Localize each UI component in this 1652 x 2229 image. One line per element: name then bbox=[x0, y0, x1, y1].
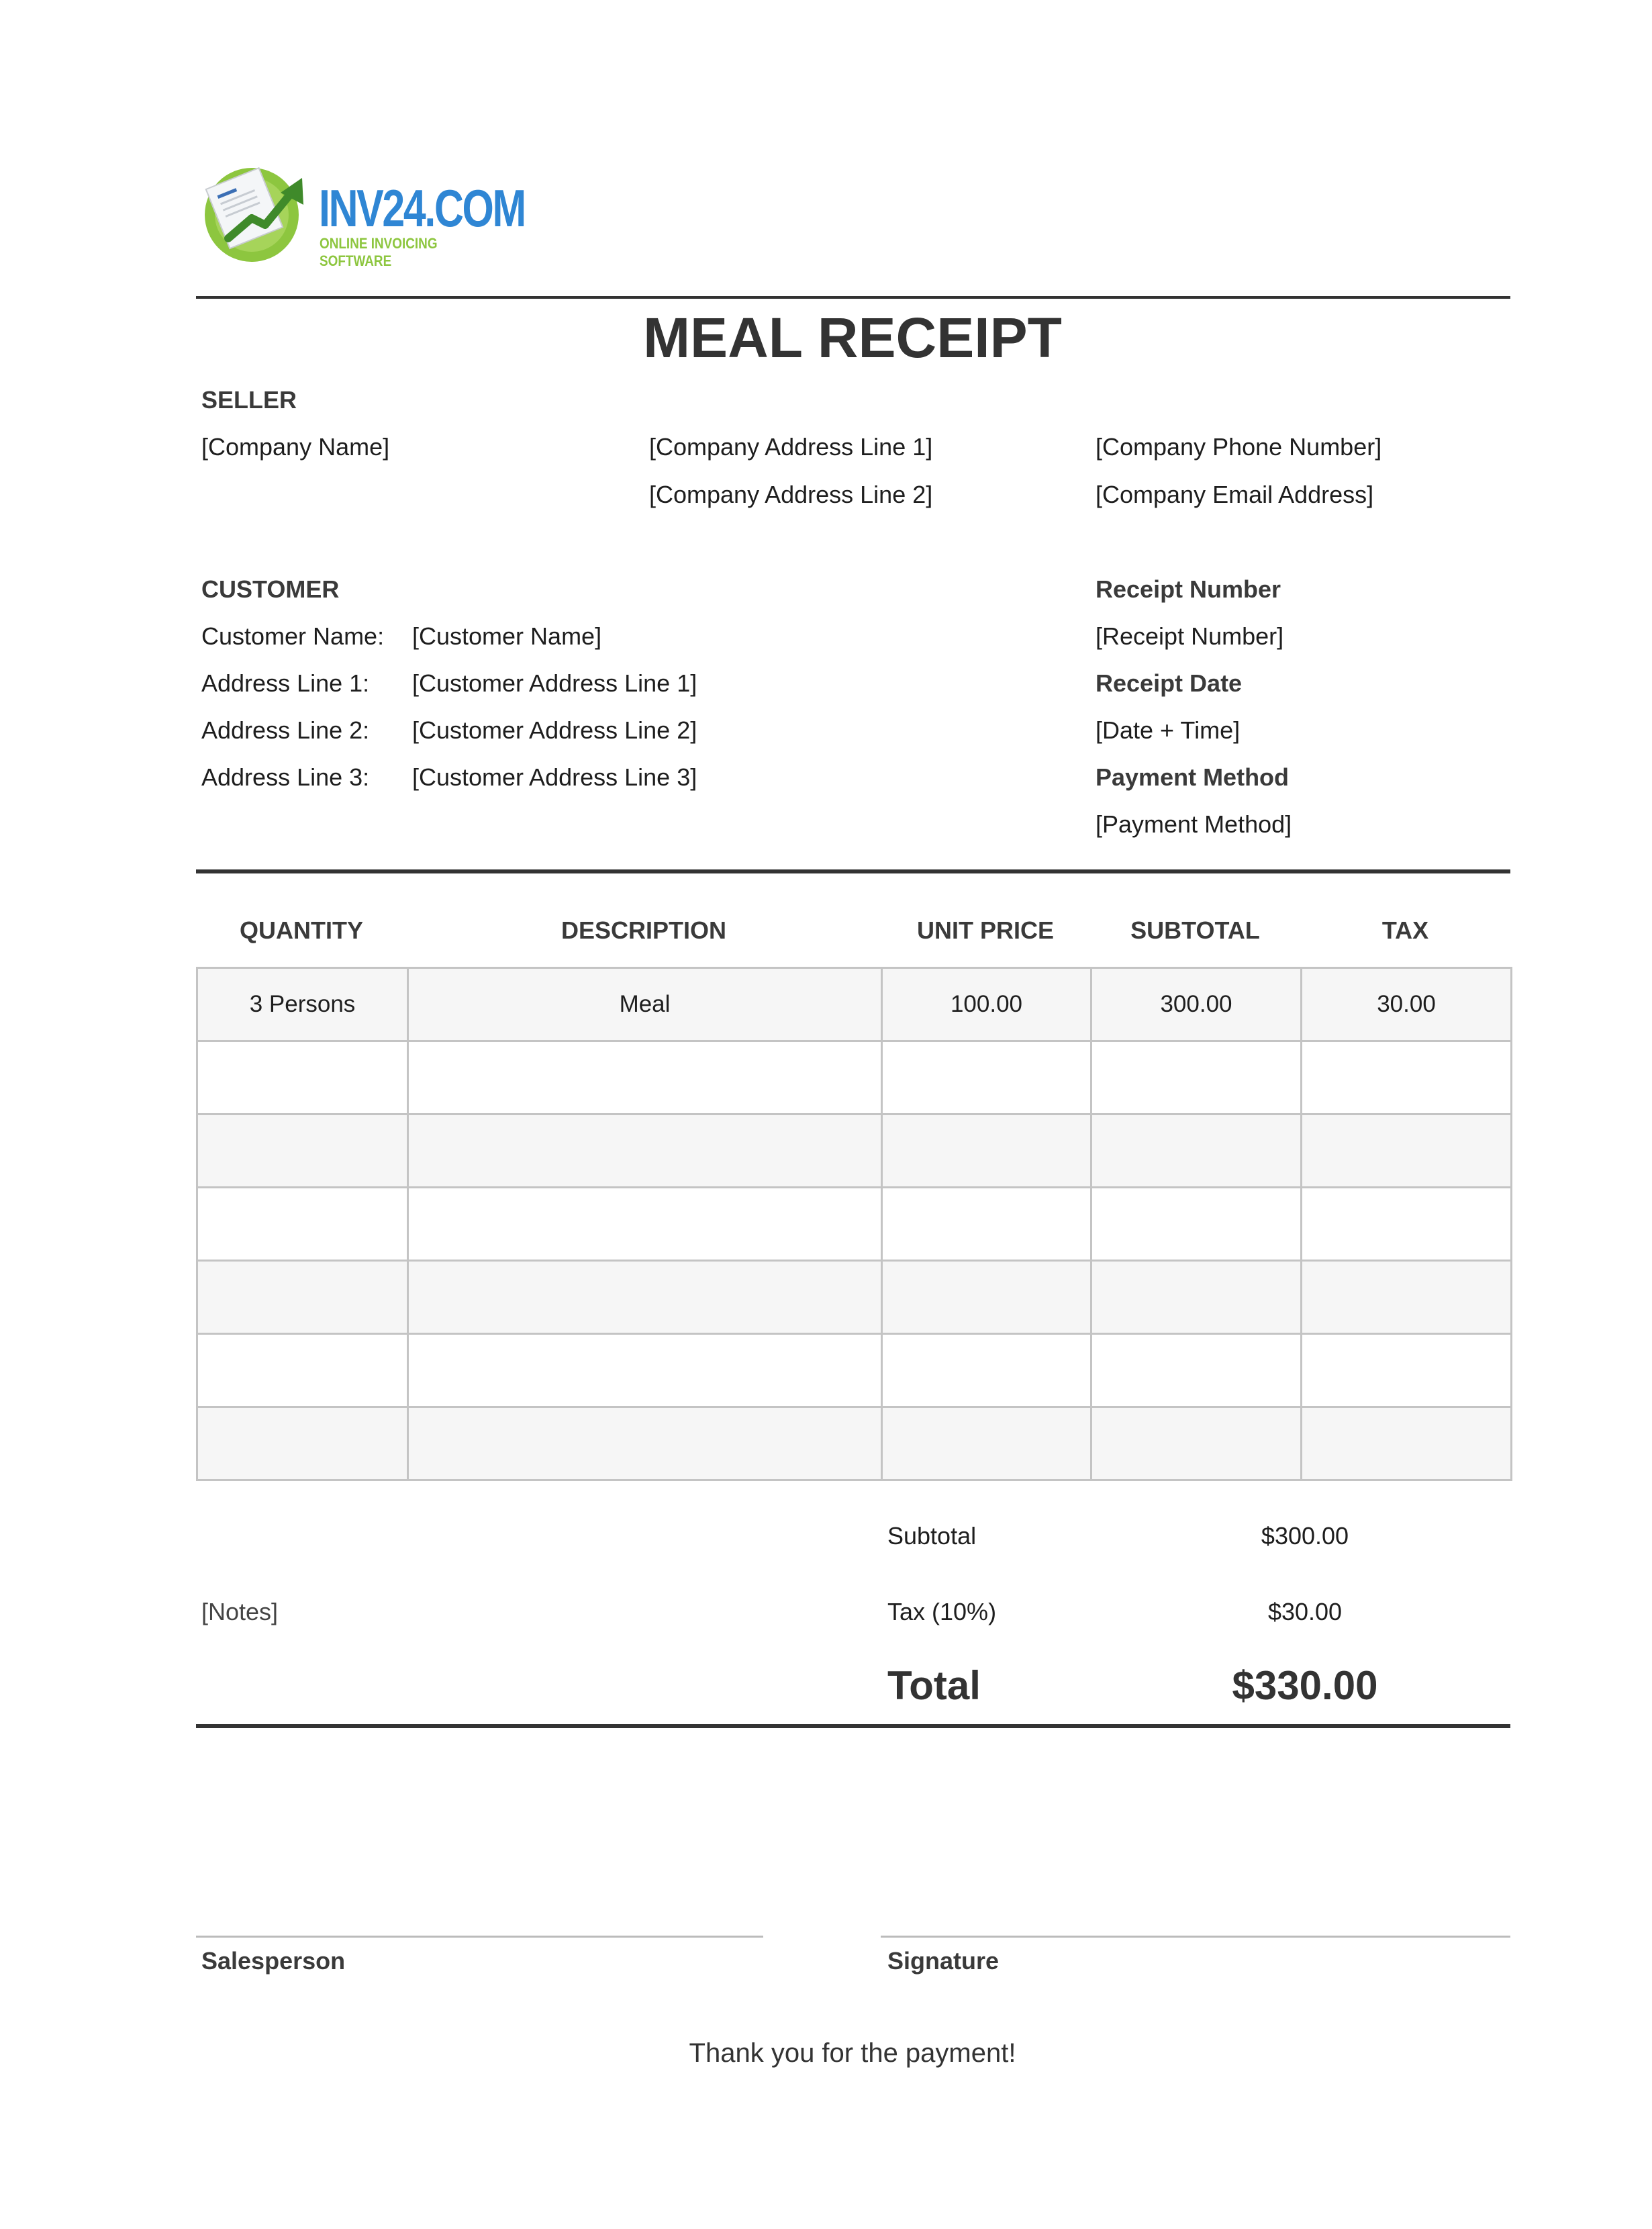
customer-address-3-label: Address Line 3: bbox=[201, 763, 370, 791]
cell-subtotal bbox=[1091, 1041, 1302, 1114]
cell-subtotal bbox=[1091, 1334, 1302, 1407]
footer-message: Thank you for the payment! bbox=[689, 2038, 1016, 2068]
seller-address-line-2: [Company Address Line 2] bbox=[649, 481, 933, 508]
payment-method-label: Payment Method bbox=[1096, 763, 1290, 791]
cell-unit-price bbox=[882, 1188, 1091, 1261]
seller-heading: SELLER bbox=[201, 386, 297, 414]
column-header-description: DESCRIPTION bbox=[561, 916, 727, 944]
column-header-tax: TAX bbox=[1381, 916, 1429, 944]
receipt-date-label: Receipt Date bbox=[1096, 669, 1243, 697]
column-header-unit-price: UNIT PRICE bbox=[916, 916, 1054, 944]
column-header-quantity: QUANTITY bbox=[240, 916, 363, 944]
cell-unit-price bbox=[882, 1334, 1091, 1407]
section-divider bbox=[196, 869, 1510, 873]
notes: [Notes] bbox=[201, 1598, 279, 1625]
cell-subtotal: 300.00 bbox=[1091, 968, 1302, 1041]
salesperson-label: Salesperson bbox=[201, 1947, 346, 1975]
table-row bbox=[197, 1114, 1512, 1188]
cell-description bbox=[408, 1188, 882, 1261]
company-logo bbox=[201, 158, 537, 269]
customer-address-3-value: [Customer Address Line 3] bbox=[412, 763, 697, 791]
customer-address-1-value: [Customer Address Line 1] bbox=[412, 669, 697, 697]
cell-description: Meal bbox=[408, 968, 882, 1041]
column-header-subtotal: SUBTOTAL bbox=[1130, 916, 1260, 944]
cell-subtotal bbox=[1091, 1407, 1302, 1480]
signature-line bbox=[881, 1936, 1510, 1938]
table-row bbox=[197, 968, 1512, 1041]
table-row bbox=[197, 1334, 1512, 1407]
invoice-growth-icon bbox=[201, 158, 315, 265]
cell-description bbox=[408, 1334, 882, 1407]
seller-phone: [Company Phone Number] bbox=[1096, 433, 1382, 461]
cell-quantity bbox=[197, 1334, 408, 1407]
cell-description bbox=[408, 1407, 882, 1480]
customer-address-1-label: Address Line 1: bbox=[201, 669, 370, 697]
cell-subtotal bbox=[1091, 1114, 1302, 1188]
seller-company-name: [Company Name] bbox=[201, 433, 390, 461]
total-label: Total bbox=[887, 1663, 981, 1708]
customer-address-2-label: Address Line 2: bbox=[201, 716, 370, 744]
customer-heading: CUSTOMER bbox=[201, 575, 340, 603]
seller-email: [Company Email Address] bbox=[1096, 481, 1374, 508]
subtotal-label: Subtotal bbox=[887, 1522, 977, 1550]
cell-quantity bbox=[197, 1041, 408, 1114]
cell-tax bbox=[1302, 1334, 1512, 1407]
table-row bbox=[197, 1188, 1512, 1261]
cell-unit-price bbox=[882, 1261, 1091, 1334]
tax-value: $30.00 bbox=[1267, 1598, 1343, 1625]
cell-quantity bbox=[197, 1261, 408, 1334]
cell-description bbox=[408, 1114, 882, 1188]
cell-tax: 30.00 bbox=[1302, 968, 1512, 1041]
cell-tax bbox=[1302, 1041, 1512, 1114]
logo-wordmark: INV24.COM bbox=[319, 179, 525, 238]
receipt-date-value: [Date + Time] bbox=[1096, 716, 1241, 744]
cell-quantity bbox=[197, 1407, 408, 1480]
cell-tax bbox=[1302, 1114, 1512, 1188]
table-row bbox=[197, 1261, 1512, 1334]
cell-subtotal bbox=[1091, 1261, 1302, 1334]
salesperson-signature-line bbox=[196, 1936, 763, 1938]
cell-unit-price bbox=[882, 1114, 1091, 1188]
cell-tax bbox=[1302, 1407, 1512, 1480]
logo-tagline: ONLINE INVOICING SOFTWARE bbox=[320, 235, 438, 269]
cell-description bbox=[408, 1041, 882, 1114]
signature-label: Signature bbox=[887, 1947, 1000, 1975]
page-title: MEAL RECEIPT bbox=[643, 306, 1062, 369]
table-row bbox=[197, 1041, 1512, 1114]
cell-tax bbox=[1302, 1261, 1512, 1334]
subtotal-value: $300.00 bbox=[1261, 1522, 1349, 1550]
customer-address-2-value: [Customer Address Line 2] bbox=[412, 716, 697, 744]
table-row bbox=[197, 1407, 1512, 1480]
totals-divider bbox=[196, 1724, 1510, 1728]
payment-method-value: [Payment Method] bbox=[1096, 810, 1292, 838]
cell-subtotal bbox=[1091, 1188, 1302, 1261]
cell-unit-price bbox=[882, 1041, 1091, 1114]
receipt-number-value: [Receipt Number] bbox=[1096, 622, 1284, 650]
customer-name-value: [Customer Name] bbox=[412, 622, 602, 650]
items-table bbox=[196, 967, 1512, 1481]
tax-label: Tax (10%) bbox=[887, 1598, 997, 1625]
customer-name-label: Customer Name: bbox=[201, 622, 385, 650]
cell-unit-price: 100.00 bbox=[882, 968, 1091, 1041]
cell-quantity: 3 Persons bbox=[197, 968, 408, 1041]
header-divider bbox=[196, 296, 1510, 299]
cell-description bbox=[408, 1261, 882, 1334]
cell-tax bbox=[1302, 1188, 1512, 1261]
cell-unit-price bbox=[882, 1407, 1091, 1480]
cell-quantity bbox=[197, 1114, 408, 1188]
total-value: $330.00 bbox=[1232, 1663, 1378, 1708]
cell-quantity bbox=[197, 1188, 408, 1261]
receipt-number-label: Receipt Number bbox=[1096, 575, 1281, 603]
seller-address-line-1: [Company Address Line 1] bbox=[649, 433, 933, 461]
